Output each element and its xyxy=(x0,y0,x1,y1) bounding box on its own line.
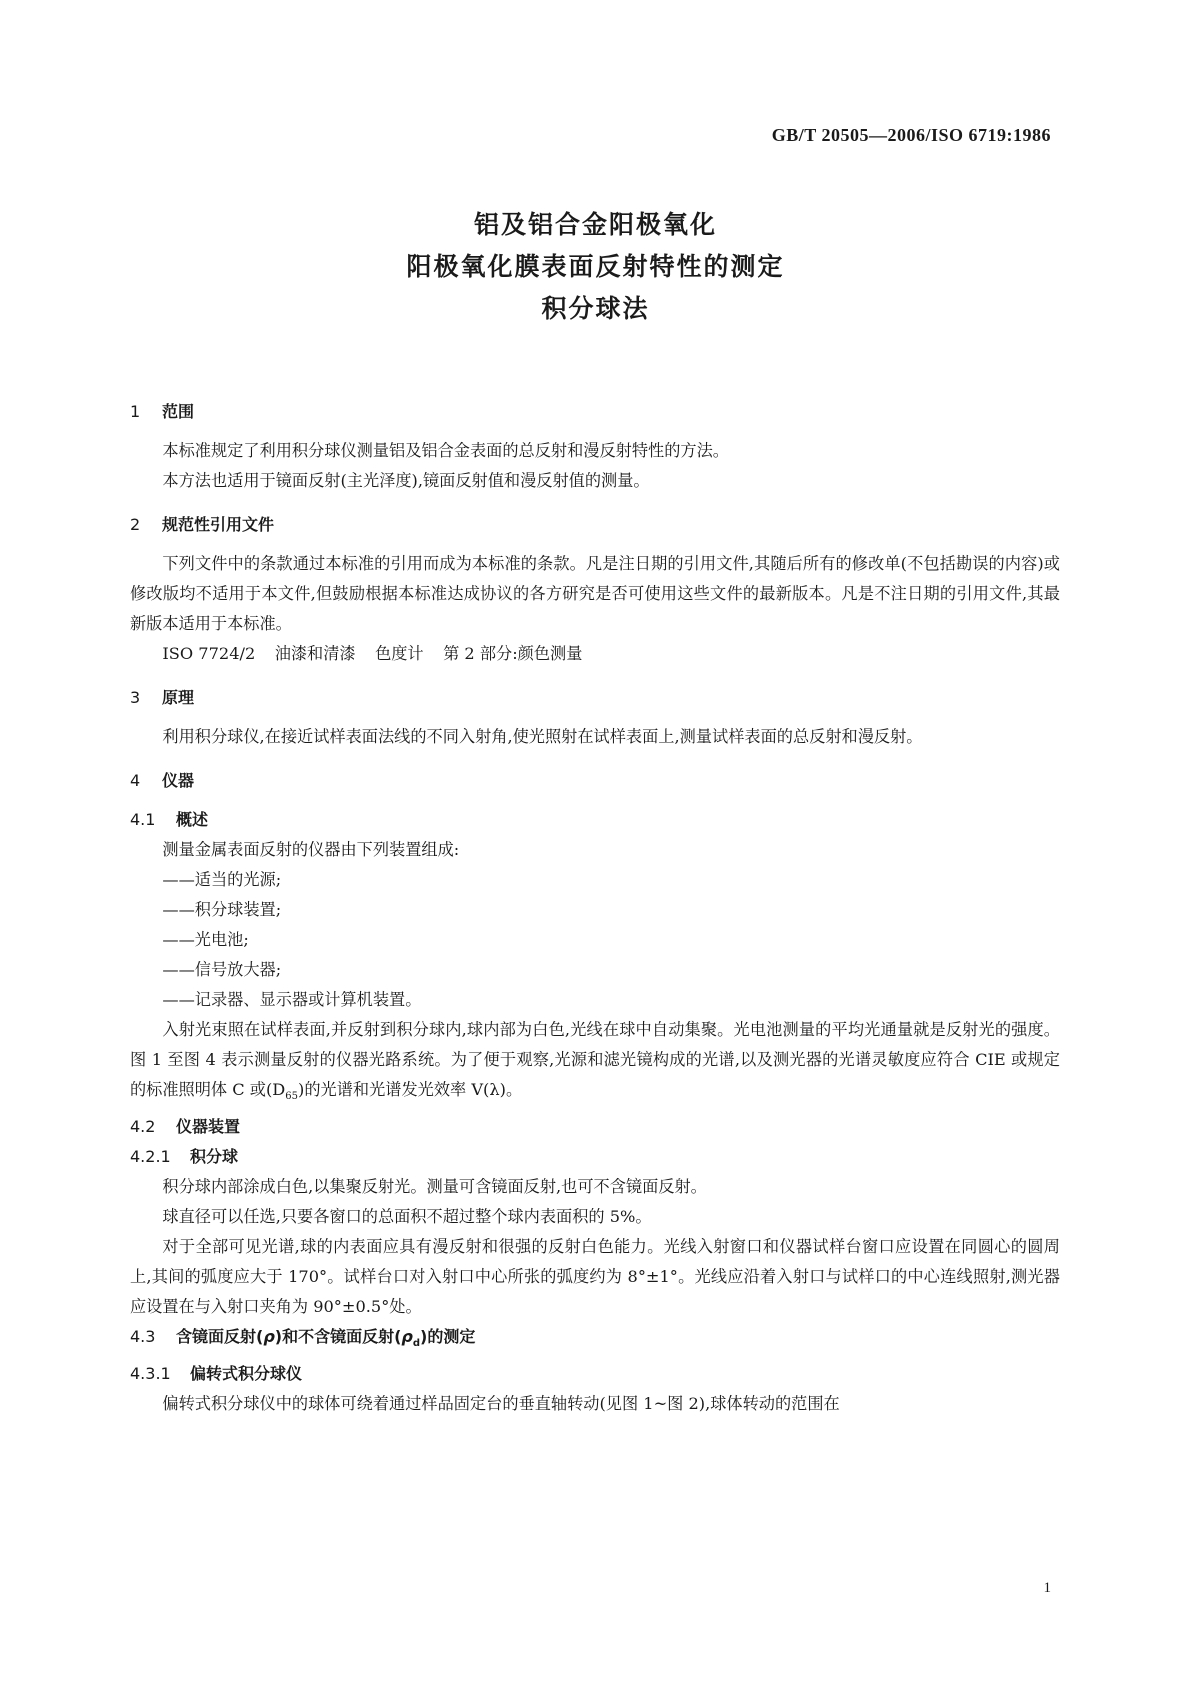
section-4-1-para: 入射光束照在试样表面,并反射到积分球内,球内部为白色,光线在球中自动集聚。光电池测量的平均光通量就是反射光的强度。图 1 至图 4 表示测量反射的仪器光路系统。为了便于观察,光源和滤光镜构成的光谱,以及测光器的光谱灵敏度应符合 CIE 或规定的标准照明体 C 或$(D_{65})$的光谱和光谱发光效率 V(λ)。 xyxy=(130,1020,1060,1103)
section-2-heading: 2 规范性引用文件 xyxy=(130,515,275,534)
section-1-heading: 1 范围 xyxy=(130,402,195,421)
section-4-3-1-heading: 4.3.1 偏转式积分球仪 xyxy=(130,1364,303,1384)
document-body xyxy=(130,397,1060,1419)
section-4-1-intro: 测量金属表面反射的仪器由下列装置组成: xyxy=(162,840,460,859)
document-title xyxy=(0,204,1191,330)
section-4-3-1-para-1: 偏转式积分球仪中的球体可绕着通过样品固定台的垂直轴转动(见图 1~图 2),球体转动的范围在 xyxy=(162,1394,840,1414)
section-4-heading: 4 仪器 xyxy=(130,771,195,790)
section-1-para-2: 本方法也适用于镜面反射(主光泽度),镜面反射值和漫反射值的测量。 xyxy=(162,471,650,490)
title-line-1: 铝及铝合金阳极氧化 xyxy=(473,210,717,239)
section-3-para-1: 利用积分球仪,在接近试样表面法线的不同入射角,使光照射在试样表面上,测量试样表面的总反射和漫反射。 xyxy=(162,727,923,746)
list-item: ——信号放大器; xyxy=(162,960,282,979)
standard-code: GB/T 20505—2006/ISO 6719:1986 xyxy=(771,125,1051,145)
section-4-3-heading: 4.3 含镜面反射(ρ)和不含镜面反射$(\rho_d)$的测定 xyxy=(130,1327,476,1350)
normative-reference-item: ISO 7724/2 油漆和清漆 色度计 第 2 部分:颜色测量 xyxy=(162,644,583,663)
list-item: ——适当的光源; xyxy=(162,870,282,889)
section-4-2-1-para-3: 对于全部可见光谱,球的内表面应具有漫反射和很强的反射白色能力。光线入射窗口和仪器试样台窗口应设置在同圆心的圆周上,其间的弧度应大于 170°。试样台口对入射口中心所张的弧度约为 8°±1°。光线应沿着入射口与试样口的中心连线照射,测光器应设置在与入射口夹角为 90°±0.5°处。 xyxy=(130,1237,1060,1317)
list-item: ——光电池; xyxy=(162,930,249,949)
title-line-2: 阳极氧化膜表面反射特性的测定 xyxy=(406,252,785,281)
list-item: ——记录器、显示器或计算机装置。 xyxy=(162,990,422,1009)
page-number: 1 xyxy=(1043,1580,1051,1596)
section-2-para-1: 下列文件中的条款通过本标准的引用而成为本标准的条款。凡是注日期的引用文件,其随后所有的修改单(不包括勘误的内容)或修改版均不适用于本文件,但鼓励根据本标准达成协议的各方研究是否可使用这些文件的最新版本。凡是不注日期的引用文件,其最新版本适用于本标准。 xyxy=(130,554,1060,633)
section-3-heading: 3 原理 xyxy=(130,688,195,707)
title-line-3: 积分球法 xyxy=(541,294,650,323)
list-item: ——积分球装置; xyxy=(162,900,282,919)
section-4-2-1-heading: 4.2.1 积分球 xyxy=(130,1147,239,1167)
section-4-2-1-para-2: 球直径可以任选,只要各窗口的总面积不超过整个球内表面积的 5%。 xyxy=(162,1207,652,1227)
section-4-2-heading: 4.2 仪器装置 xyxy=(130,1117,241,1137)
section-4-2-1-para-1: 积分球内部涂成白色,以集聚反射光。测量可含镜面反射,也可不含镜面反射。 xyxy=(162,1177,707,1197)
section-4-1-heading: 4.1 概述 xyxy=(130,810,209,829)
section-1-para-1: 本标准规定了利用积分球仪测量铝及铝合金表面的总反射和漫反射特性的方法。 xyxy=(162,441,729,460)
